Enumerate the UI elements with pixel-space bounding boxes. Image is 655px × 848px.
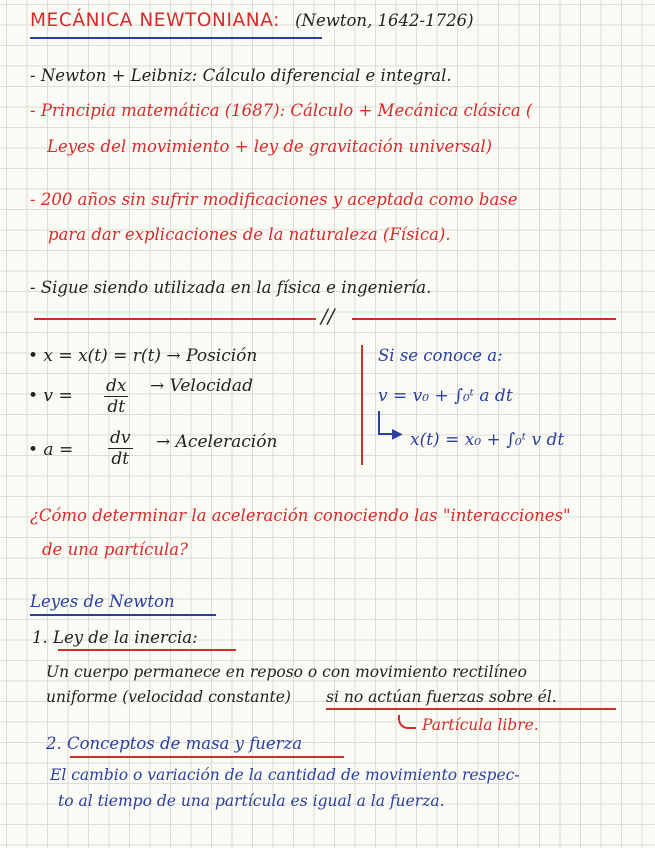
kinematics-accel-rhs: → Aceleración <box>156 432 278 452</box>
law2-line-1: El cambio o variación de la cantidad de movimiento respec- <box>50 766 520 784</box>
kinematics-velocity-lhs: • v = <box>28 386 73 406</box>
law1-title-underline <box>58 649 236 651</box>
accel-denominator: dt <box>111 449 130 469</box>
law2-title-underline <box>70 756 344 758</box>
accel-fraction <box>108 428 133 469</box>
known-acceleration-label: Si se conoce a: <box>378 346 503 365</box>
kinematics-position: • x = x(t) = r(t) → Posición <box>28 346 258 366</box>
kinematics-velocity-rhs: → Velocidad <box>150 376 253 396</box>
free-particle-arrow <box>398 715 416 729</box>
divider-left <box>34 318 316 320</box>
bullet-principia: - Principia matemática (1687): Cálculo + Mecánica clásica ( <box>30 101 533 120</box>
bullet-200-years-cont: para dar explicaciones de la naturaleza (Física). <box>48 225 451 244</box>
law1-underline <box>326 708 616 710</box>
kinematics-accel-lhs: • a = <box>28 440 74 460</box>
velocity-fraction <box>104 376 128 417</box>
bullet-newton-leibniz: - Newton + Leibniz: Cálculo diferencial e integral. <box>30 66 452 85</box>
page-title-row <box>30 10 474 31</box>
page-subtitle: (Newton, 1642-1726) <box>295 11 474 30</box>
newton-heading-underline <box>30 614 216 616</box>
law2-line-2: to al tiempo de una partícula es igual a la fuerza. <box>58 792 445 810</box>
free-particle-label: Partícula libre. <box>422 716 539 734</box>
velocity-integral-formula: v = v₀ + ∫₀ᵗ a dt <box>378 386 513 406</box>
newton-heading: Leyes de Newton <box>30 592 175 611</box>
position-integral-formula: x(t) = x₀ + ∫₀ᵗ v dt <box>410 430 565 450</box>
bullet-still-used: - Sigue siendo utilizada en la física e ingeniería. <box>30 278 432 297</box>
page-title: MECÁNICA NEWTONIANA: <box>30 10 281 31</box>
bullet-principia-cont: Leyes del movimiento + ley de gravitación universal) <box>47 137 493 156</box>
law1-line-1: Un cuerpo permanece en reposo o con movimiento rectilíneo <box>46 663 527 681</box>
velocity-numerator: dx <box>106 376 127 396</box>
kinematics-separator <box>361 345 363 465</box>
title-underline <box>30 37 322 39</box>
law1-line-2a: uniforme (velocidad constante) <box>46 688 291 706</box>
divider-mark: // <box>321 304 335 328</box>
law2-title: 2. Conceptos de masa y fuerza <box>46 734 303 753</box>
accel-numerator: dv <box>110 428 131 448</box>
divider-right <box>352 318 616 320</box>
law1-line-2b: si no actúan fuerzas sobre él. <box>326 688 557 706</box>
velocity-denominator: dt <box>107 397 126 417</box>
question-line-2: de una partícula? <box>42 540 188 559</box>
question-line-1: ¿Cómo determinar la aceleración conociendo las "interacciones" <box>30 506 571 525</box>
arrow-head-icon: ▶ <box>392 426 403 442</box>
law1-title: 1. Ley de la inercia: <box>32 628 198 647</box>
bullet-200-years: - 200 años sin sufrir modificaciones y aceptada como base <box>30 190 518 209</box>
